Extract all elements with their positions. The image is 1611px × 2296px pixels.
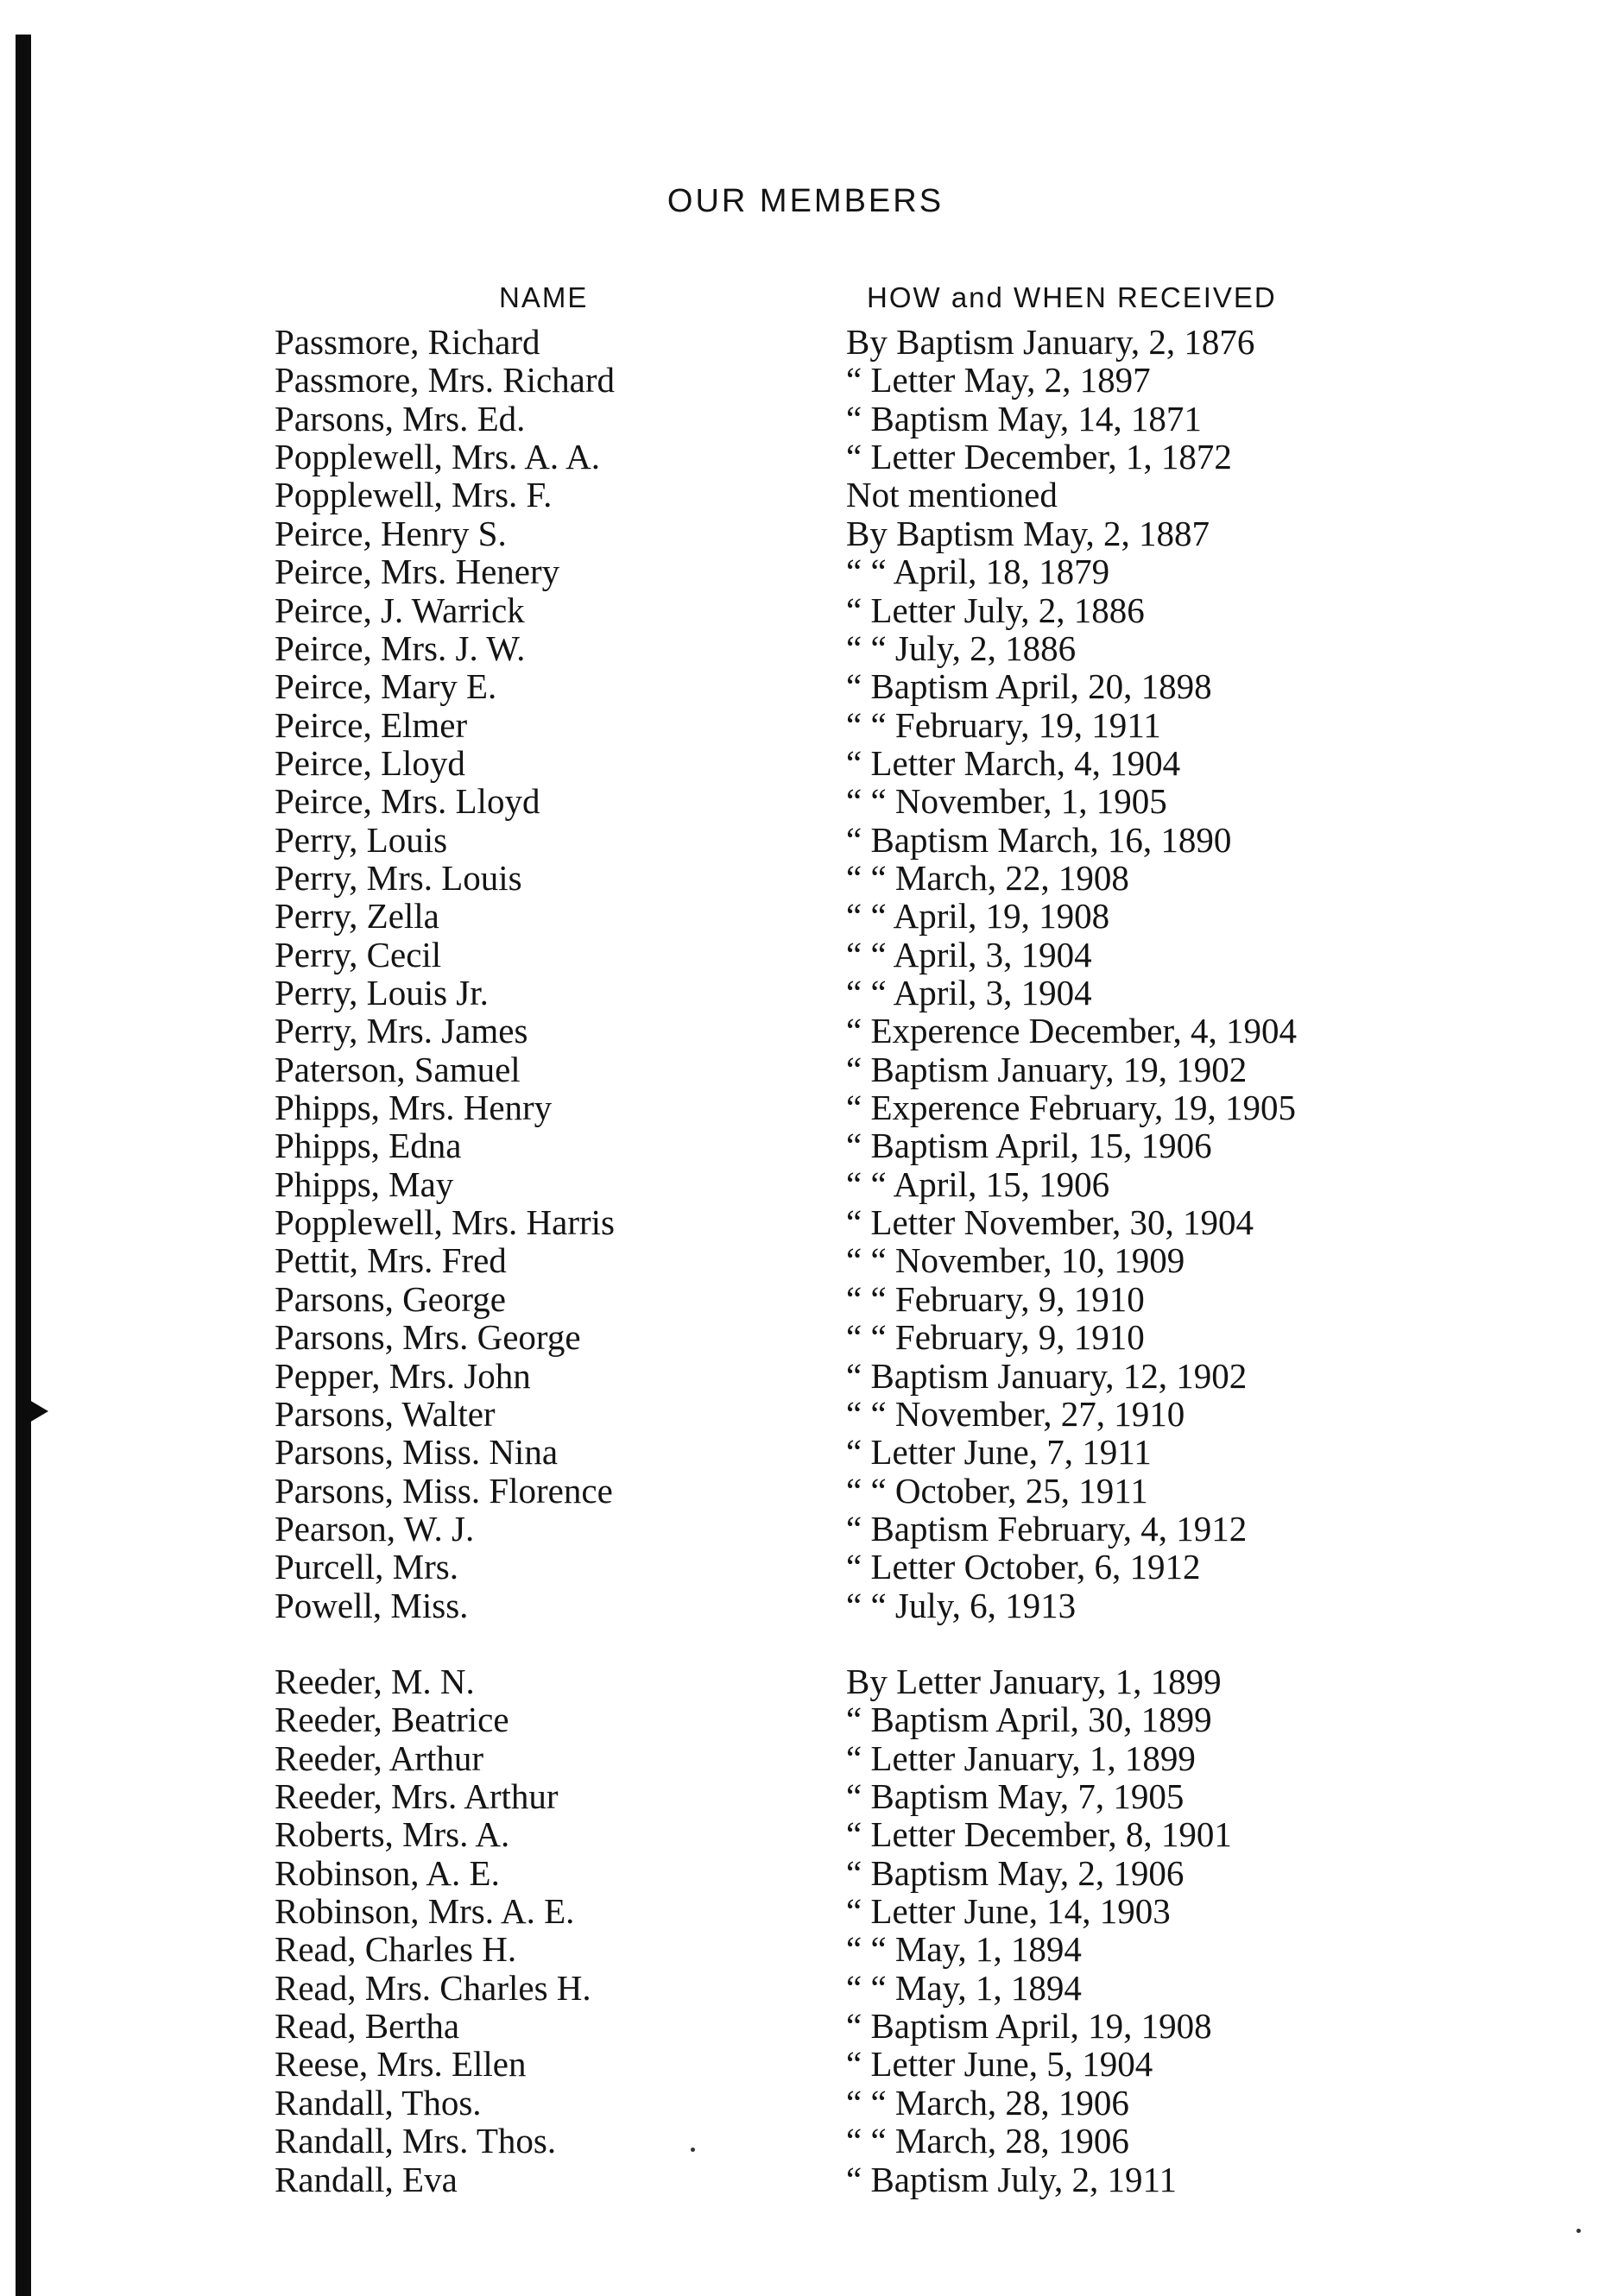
member-row xyxy=(0,2160,1611,2198)
member-name: Perry, Louis xyxy=(275,819,448,860)
member-name: Peirce, Mrs. Lloyd xyxy=(275,781,540,822)
member-row xyxy=(0,1357,1611,1395)
member-row xyxy=(0,2007,1611,2045)
member-received: “ “ March, 28, 1906 xyxy=(846,2082,1129,2123)
member-name: Reese, Mrs. Ellen xyxy=(275,2044,527,2085)
member-name: Reeder, Beatrice xyxy=(275,1700,509,1740)
member-received: “ “ November, 27, 1910 xyxy=(846,1393,1185,1434)
stray-ink-mark xyxy=(1576,2229,1581,2233)
member-received: “ Letter July, 2, 1886 xyxy=(846,590,1145,630)
member-received: “ “ November, 10, 1909 xyxy=(846,1240,1185,1281)
member-name: Passmore, Richard xyxy=(275,322,540,362)
member-row xyxy=(0,1165,1611,1203)
member-row xyxy=(0,1548,1611,1586)
member-name: Paterson, Samuel xyxy=(275,1049,521,1089)
member-name: Perry, Mrs. Louis xyxy=(275,857,522,898)
member-received: “ “ April, 15, 1906 xyxy=(846,1164,1110,1204)
member-name: Popplewell, Mrs. F. xyxy=(275,475,553,515)
member-received: By Baptism January, 2, 1876 xyxy=(846,322,1255,362)
member-name: Randall, Thos. xyxy=(275,2082,482,2123)
member-received: “ “ February, 9, 1910 xyxy=(846,1278,1145,1319)
member-received: “ Baptism May, 14, 1871 xyxy=(846,398,1202,438)
member-name: Phipps, Edna xyxy=(275,1126,462,1166)
member-row xyxy=(0,782,1611,820)
member-row xyxy=(0,744,1611,782)
member-received: “ Baptism May, 7, 1905 xyxy=(846,1776,1185,1816)
member-name: Parsons, Miss. Nina xyxy=(275,1432,559,1473)
member-row xyxy=(0,859,1611,897)
member-received: “ Letter December, 1, 1872 xyxy=(846,437,1232,477)
member-row xyxy=(0,1586,1611,1624)
stray-ink-mark xyxy=(691,2148,695,2152)
member-row xyxy=(0,1472,1611,1510)
member-received: “ Baptism April, 30, 1899 xyxy=(846,1700,1212,1740)
member-name: Phipps, May xyxy=(275,1164,454,1204)
member-row xyxy=(0,629,1611,667)
member-row xyxy=(0,974,1611,1012)
member-name: Reeder, M. N. xyxy=(275,1661,475,1701)
member-row xyxy=(0,2084,1611,2122)
member-name: Randall, Mrs. Thos. xyxy=(275,2121,557,2161)
member-received: “ Baptism April, 20, 1898 xyxy=(846,666,1212,707)
member-name: Parsons, Walter xyxy=(275,1393,496,1434)
member-received: By Baptism May, 2, 1887 xyxy=(846,513,1210,553)
member-name: Randall, Eva xyxy=(275,2159,458,2199)
member-received: “ “ May, 1, 1894 xyxy=(846,1929,1082,1970)
member-name: Pearson, W. J. xyxy=(275,1508,475,1549)
member-name: Read, Bertha xyxy=(275,2006,460,2047)
member-received: Not mentioned xyxy=(846,475,1058,515)
member-received: “ Experence December, 4, 1904 xyxy=(846,1011,1297,1051)
member-row xyxy=(0,1318,1611,1356)
member-name: Peirce, J. Warrick xyxy=(275,590,525,630)
member-received: “ Letter June, 5, 1904 xyxy=(846,2044,1153,2085)
member-name: Roberts, Mrs. A. xyxy=(275,1814,510,1855)
member-row xyxy=(0,2122,1611,2160)
member-received: “ “ July, 6, 1913 xyxy=(846,1585,1077,1625)
member-name: Purcell, Mrs. xyxy=(275,1547,458,1587)
member-row xyxy=(0,1969,1611,2007)
member-row xyxy=(0,1433,1611,1471)
member-row xyxy=(0,514,1611,552)
member-received: “ Baptism January, 19, 1902 xyxy=(846,1049,1248,1089)
member-name: Pepper, Mrs. John xyxy=(275,1355,531,1396)
member-row xyxy=(0,936,1611,974)
member-name: Peirce, Henry S. xyxy=(275,513,507,553)
member-received: “ Baptism February, 4, 1912 xyxy=(846,1508,1248,1549)
member-received: “ “ April, 18, 1879 xyxy=(846,552,1110,592)
member-name: Peirce, Mrs. J. W. xyxy=(275,628,526,668)
member-received: “ Baptism March, 16, 1890 xyxy=(846,819,1232,860)
member-name: Peirce, Mrs. Henery xyxy=(275,552,560,592)
member-name: Parsons, Mrs. Ed. xyxy=(275,398,526,438)
member-received: “ Experence February, 19, 1905 xyxy=(846,1088,1297,1127)
member-name: Peirce, Elmer xyxy=(275,704,468,745)
member-row xyxy=(0,400,1611,438)
member-name: Robinson, A. E. xyxy=(275,1852,500,1893)
member-name: Parsons, George xyxy=(275,1278,506,1319)
member-received: By Letter January, 1, 1899 xyxy=(846,1661,1222,1701)
member-row xyxy=(0,1892,1611,1930)
member-name: Parsons, Miss. Florence xyxy=(275,1470,613,1511)
member-received: “ Baptism April, 19, 1908 xyxy=(846,2006,1212,2047)
page-title: OUR MEMBERS xyxy=(667,183,944,219)
member-received: “ “ April, 3, 1904 xyxy=(846,934,1092,975)
member-received: “ Baptism July, 2, 1911 xyxy=(846,2159,1178,2199)
member-received: “ Baptism January, 12, 1902 xyxy=(846,1355,1248,1396)
member-row xyxy=(0,1662,1611,1700)
member-row xyxy=(0,438,1611,476)
member-received: “ Letter March, 4, 1904 xyxy=(846,742,1181,783)
member-received: “ “ April, 19, 1908 xyxy=(846,896,1110,937)
member-received: “ “ May, 1, 1894 xyxy=(846,1967,1082,2008)
member-received: “ “ March, 22, 1908 xyxy=(846,857,1129,898)
member-name: Pettit, Mrs. Fred xyxy=(275,1240,507,1281)
member-row xyxy=(0,361,1611,399)
member-name: Reeder, Mrs. Arthur xyxy=(275,1776,559,1816)
member-name: Passmore, Mrs. Richard xyxy=(275,360,616,401)
member-name: Perry, Zella xyxy=(275,896,439,937)
member-name: Parsons, Mrs. George xyxy=(275,1317,581,1358)
member-received: “ “ July, 2, 1886 xyxy=(846,628,1077,668)
member-row xyxy=(0,706,1611,744)
member-received: “ Letter January, 1, 1899 xyxy=(846,1738,1196,1778)
member-row xyxy=(0,1203,1611,1241)
member-name: Popplewell, Mrs. Harris xyxy=(275,1202,616,1243)
member-received: “ Letter October, 6, 1912 xyxy=(846,1547,1201,1587)
member-name: Powell, Miss. xyxy=(275,1585,469,1625)
member-row xyxy=(0,2045,1611,2083)
member-row xyxy=(0,323,1611,361)
member-name: Popplewell, Mrs. A. A. xyxy=(275,437,600,477)
member-name: Read, Charles H. xyxy=(275,1929,517,1970)
member-received: “ Baptism April, 15, 1906 xyxy=(846,1126,1212,1166)
member-row xyxy=(0,1012,1611,1050)
member-name: Read, Mrs. Charles H. xyxy=(275,1967,591,2008)
member-received: “ “ February, 9, 1910 xyxy=(846,1317,1145,1358)
member-row xyxy=(0,1739,1611,1777)
member-received: “ “ February, 19, 1911 xyxy=(846,704,1161,745)
member-received: “ “ October, 25, 1911 xyxy=(846,1470,1148,1511)
member-name: Peirce, Lloyd xyxy=(275,742,465,783)
member-name: Robinson, Mrs. A. E. xyxy=(275,1891,575,1931)
member-received: “ Letter November, 30, 1904 xyxy=(846,1202,1254,1243)
member-row xyxy=(0,1050,1611,1088)
member-row xyxy=(0,667,1611,705)
member-name: Perry, Cecil xyxy=(275,934,442,975)
member-row xyxy=(0,1126,1611,1164)
member-row xyxy=(0,897,1611,935)
member-row xyxy=(0,1395,1611,1433)
member-name: Reeder, Arthur xyxy=(275,1738,483,1778)
member-received: “ Letter June, 14, 1903 xyxy=(846,1891,1171,1931)
member-received: “ Letter December, 8, 1901 xyxy=(846,1814,1232,1855)
member-row xyxy=(0,1777,1611,1815)
member-received: “ “ November, 1, 1905 xyxy=(846,781,1167,822)
member-received: “ “ March, 28, 1906 xyxy=(846,2121,1129,2161)
member-row xyxy=(0,1241,1611,1279)
member-row xyxy=(0,821,1611,859)
member-row xyxy=(0,1700,1611,1738)
member-name: Peirce, Mary E. xyxy=(275,666,497,707)
member-received: “ Letter May, 2, 1897 xyxy=(846,360,1151,401)
member-row xyxy=(0,591,1611,629)
member-received: “ “ April, 3, 1904 xyxy=(846,973,1092,1012)
member-row xyxy=(0,1510,1611,1548)
member-row xyxy=(0,1280,1611,1318)
member-row xyxy=(0,1088,1611,1126)
member-name: Perry, Mrs. James xyxy=(275,1011,528,1051)
member-row xyxy=(0,1815,1611,1853)
member-received: “ Baptism May, 2, 1906 xyxy=(846,1852,1185,1893)
member-received: “ Letter June, 7, 1911 xyxy=(846,1432,1152,1473)
name-column-header: NAME xyxy=(499,281,589,313)
received-column-header: HOW and WHEN RECEIVED xyxy=(867,281,1277,313)
member-name: Perry, Louis Jr. xyxy=(275,973,489,1012)
member-row xyxy=(0,552,1611,590)
member-name: Phipps, Mrs. Henry xyxy=(275,1088,553,1127)
member-row xyxy=(0,1930,1611,1968)
member-row xyxy=(0,476,1611,514)
member-row xyxy=(0,1854,1611,1892)
